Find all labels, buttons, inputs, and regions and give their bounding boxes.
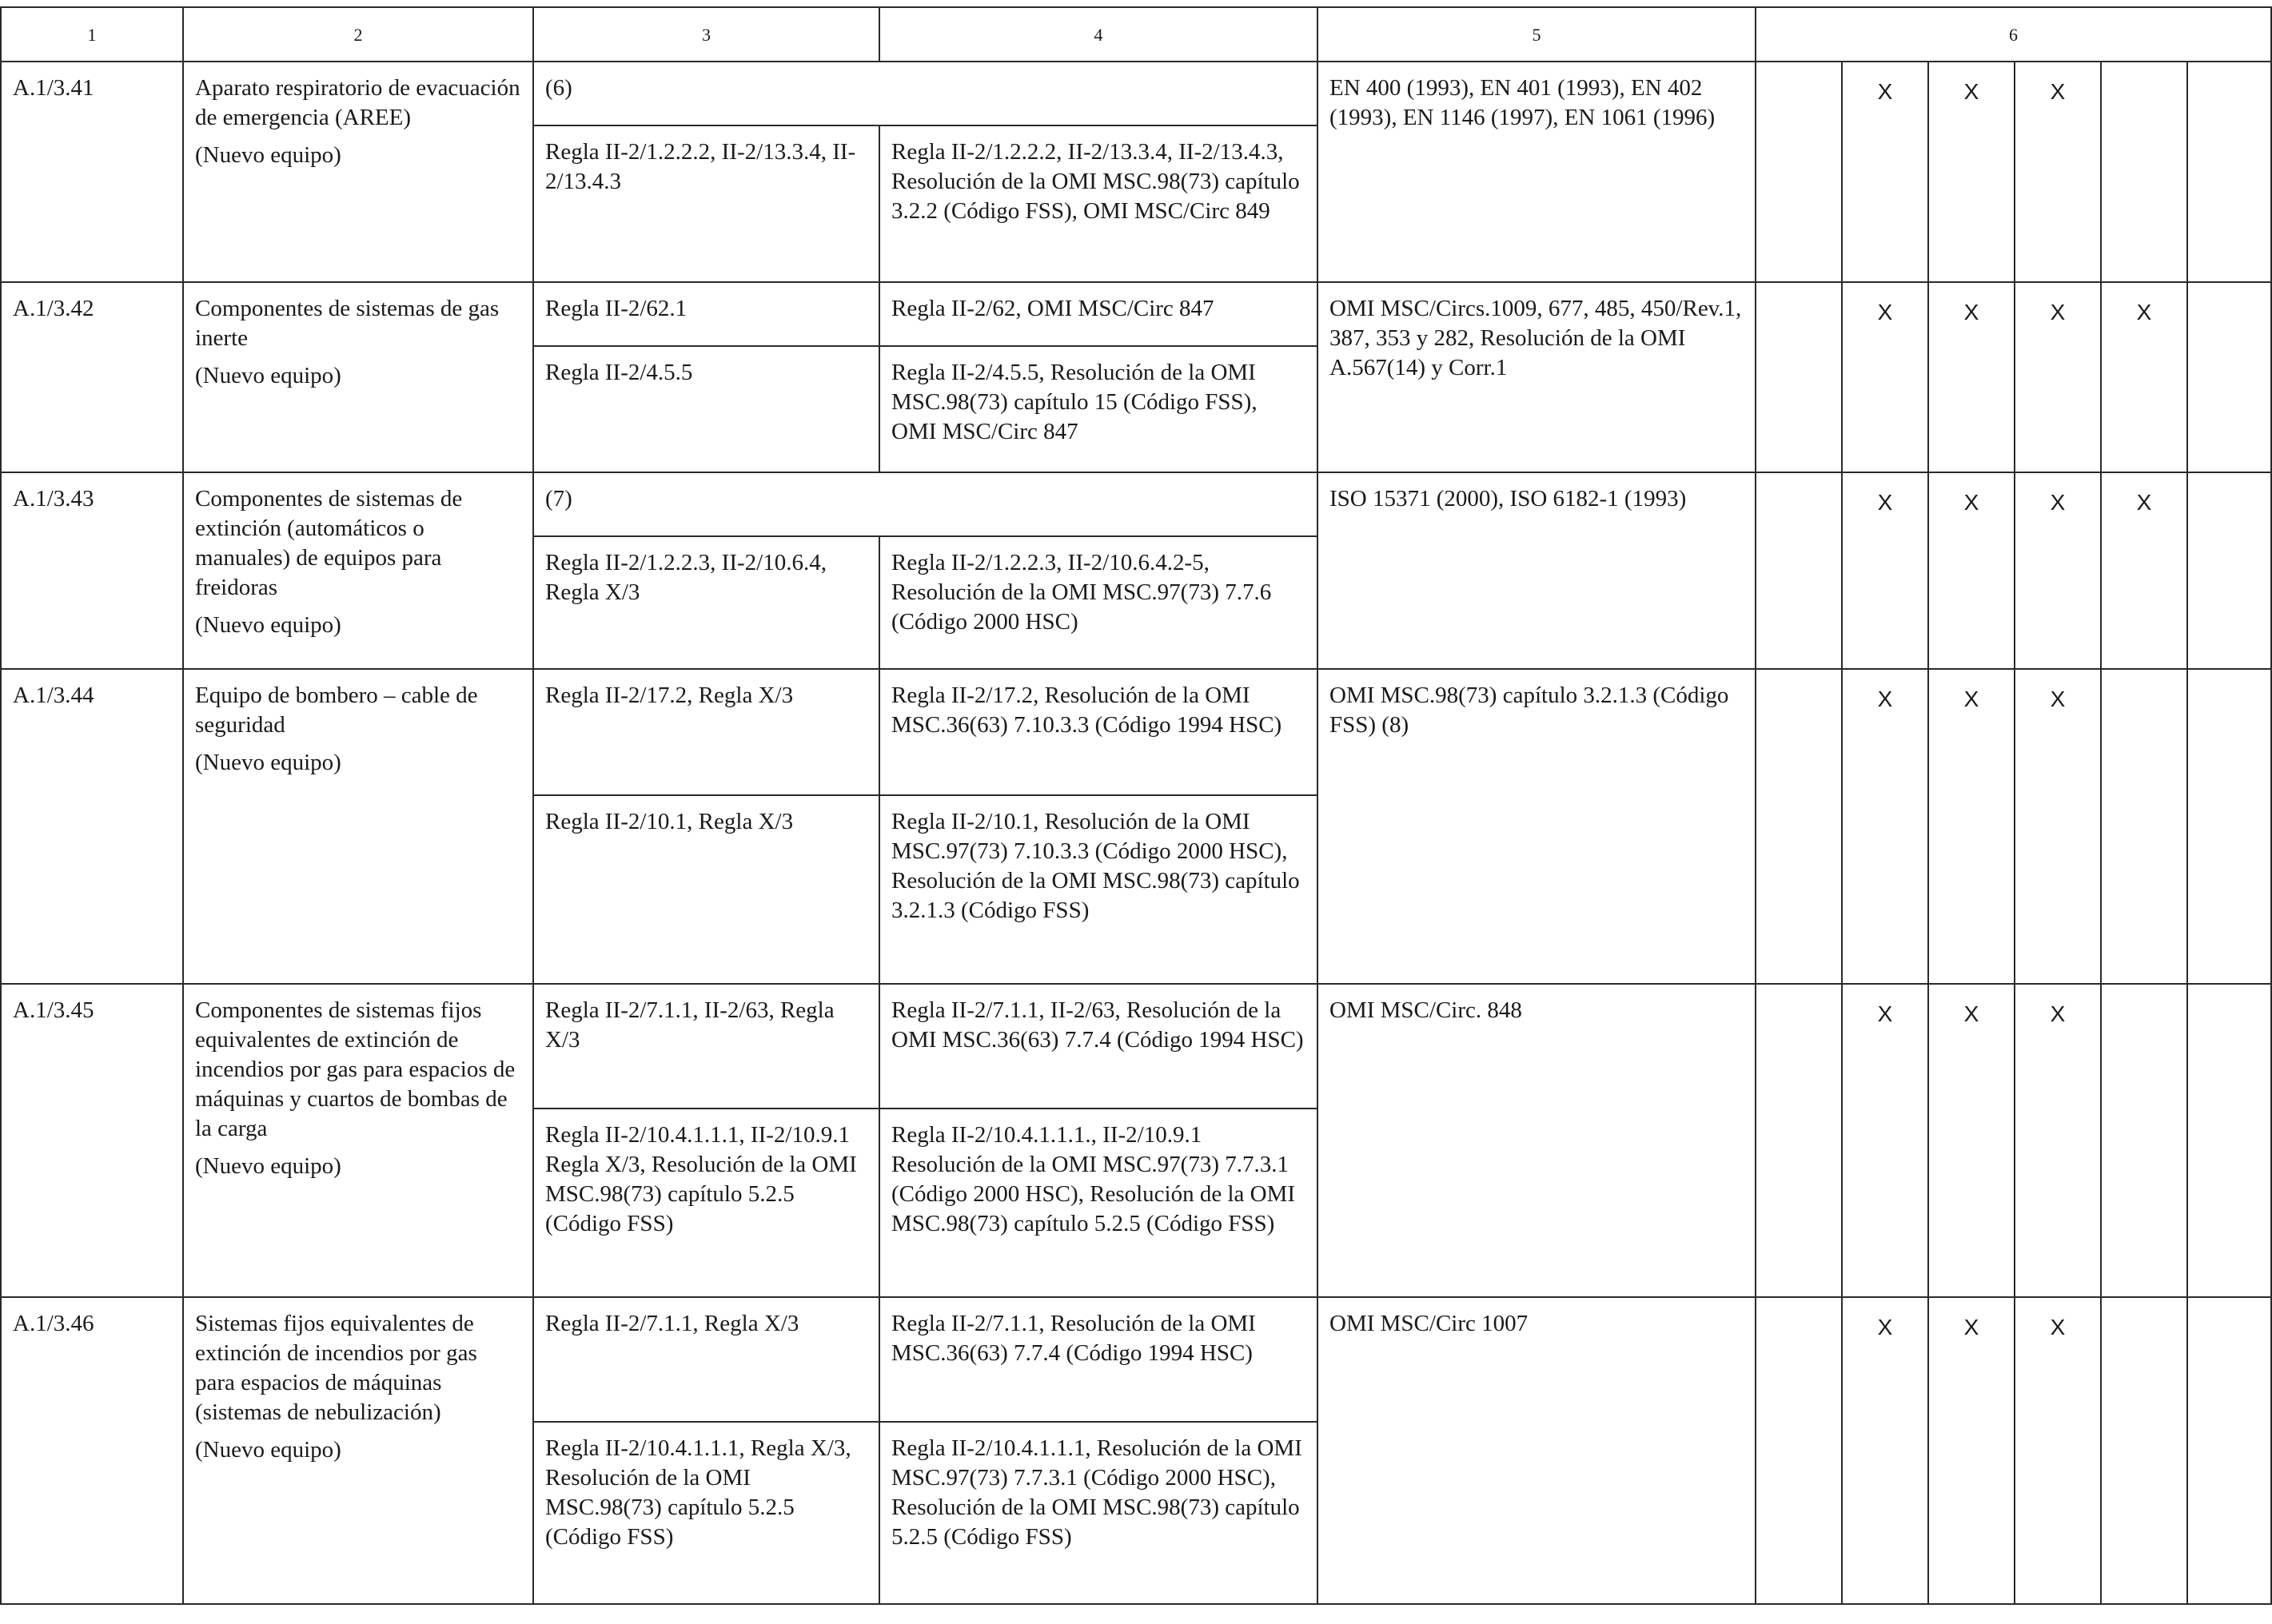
header-row: [1, 7, 2271, 62]
mark-cell: X: [1928, 62, 2015, 282]
standards-cell: ISO 15371 (2000), ISO 6182-1 (1993): [1317, 472, 1756, 669]
mark-cell: [2187, 62, 2271, 282]
standards-cell: EN 400 (1993), EN 401 (1993), EN 402 (1993), EN 1146 (1997), EN 1061 (1996): [1317, 62, 1756, 282]
mark-cell: [1756, 984, 1842, 1297]
mark-cell: [2187, 984, 2271, 1297]
mark-cell: X: [1928, 472, 2015, 669]
footnote-ref: (6): [545, 75, 572, 101]
regulation-cell: Regla II-2/62.1: [533, 282, 879, 346]
item-description: [183, 62, 533, 282]
note-reference: [533, 62, 1317, 125]
mark-cell: X: [1842, 984, 1928, 1297]
mark-cell: X: [1928, 669, 2015, 984]
standards-cell: OMI MSC.98(73) capítulo 3.2.1.3 (Código FSS) (8): [1317, 669, 1756, 984]
mark-cell: X: [2015, 62, 2101, 282]
mark-cell: [1756, 282, 1842, 472]
reference-cell: Regla II-2/4.5.5, Resolución de la OMI MSC.98(73) capítulo 15 (Código FSS), OMI MSC/Circ 847: [879, 346, 1317, 472]
mark-cell: X: [2015, 984, 2101, 1297]
reference-cell: Regla II-2/7.1.1, Resolución de la OMI MSC.36(63) 7.7.4 (Código 1994 HSC): [879, 1297, 1317, 1422]
mark-cell: X: [1928, 984, 2015, 1297]
regulation-cell: Regla II-2/1.2.2.3, II-2/10.6.4, Regla X/3: [533, 536, 879, 669]
item-description: [183, 472, 533, 669]
mark-cell: [1756, 472, 1842, 669]
item-description: [183, 669, 533, 984]
mark-cell: X: [1842, 669, 1928, 984]
item-description: [183, 282, 533, 472]
mark-cell: X: [2015, 282, 2101, 472]
regulation-cell: Regla II-2/7.1.1, II-2/63, Regla X/3: [533, 984, 879, 1109]
mark-cell: X: [2015, 1297, 2101, 1604]
column-header-3: 3: [533, 7, 879, 62]
item-id: A.1/3.45: [1, 984, 183, 1297]
equipment-regulation-table: [0, 6, 2272, 1605]
description-text: Componentes de sistemas de gas inerte: [195, 296, 500, 351]
status-text: (Nuevo equipo): [195, 363, 341, 388]
mark-cell: [2101, 1297, 2187, 1604]
description-text: Equipo de bombero – cable de seguridad: [195, 683, 478, 738]
regulation-cell: Regla II-2/10.1, Regla X/3: [533, 795, 879, 984]
item-id: A.1/3.43: [1, 472, 183, 669]
reference-cell: Regla II-2/10.4.1.1.1., II-2/10.9.1 Resolución de la OMI MSC.97(73) 7.7.3.1 (Código 2000 HSC), Resolución de la OMI MSC.98(73) capítulo 5.2.5 (Código FSS): [879, 1109, 1317, 1297]
status-text: (Nuevo equipo): [195, 142, 341, 168]
reference-cell: Regla II-2/7.1.1, II-2/63, Resolución de la OMI MSC.36(63) 7.7.4 (Código 1994 HSC): [879, 984, 1317, 1109]
mark-cell: [2101, 669, 2187, 984]
status-text: (Nuevo equipo): [195, 750, 341, 775]
mark-cell: [1756, 1297, 1842, 1604]
status-text: (Nuevo equipo): [195, 612, 341, 638]
reference-cell: Regla II-2/10.4.1.1.1, Resolución de la OMI MSC.97(73) 7.7.3.1 (Código 2000 HSC), Resolución de la OMI MSC.98(73) capítulo 5.2.5 (Código FSS): [879, 1422, 1317, 1604]
description-text: Componentes de sistemas fijos equivalentes de extinción de incendios por gas para espacios de máquinas y cuartos de bombas de la carga: [195, 997, 516, 1141]
description-text: Sistemas fijos equivalentes de extinción de incendios por gas para espacios de máquinas (sistemas de nebulización): [195, 1311, 477, 1425]
mark-cell: X: [2101, 472, 2187, 669]
description-text: Componentes de sistemas de extinción (automáticos o manuales) de equipos para freidoras: [195, 486, 463, 600]
mark-cell: [2187, 669, 2271, 984]
table-row: [1, 669, 2271, 795]
table-row: [1, 62, 2271, 125]
item-id: A.1/3.42: [1, 282, 183, 472]
reference-cell: Regla II-2/1.2.2.3, II-2/10.6.4.2-5, Resolución de la OMI MSC.97(73) 7.7.6 (Código 2000 HSC): [879, 536, 1317, 669]
reference-cell: Regla II-2/1.2.2.2, II-2/13.3.4, II-2/13.4.3, Resolución de la OMI MSC.98(73) capítulo 3.2.2 (Código FSS), OMI MSC/Circ 849: [879, 125, 1317, 282]
item-description: [183, 1297, 533, 1604]
item-id: A.1/3.41: [1, 62, 183, 282]
mark-cell: [2101, 62, 2187, 282]
description-text: Aparato respiratorio de evacuación de emergencia (AREE): [195, 75, 520, 130]
table-row: [1, 472, 2271, 536]
note-reference: [533, 472, 1317, 536]
reference-cell: Regla II-2/17.2, Resolución de la OMI MSC.36(63) 7.10.3.3 (Código 1994 HSC): [879, 669, 1317, 795]
column-header-6: 6: [1756, 7, 2271, 62]
mark-cell: X: [1842, 282, 1928, 472]
mark-cell: [1756, 62, 1842, 282]
regulation-cell: Regla II-2/17.2, Regla X/3: [533, 669, 879, 795]
mark-cell: X: [1928, 282, 2015, 472]
table-row: [1, 1297, 2271, 1422]
table-row: [1, 984, 2271, 1109]
mark-cell: X: [2101, 282, 2187, 472]
regulation-cell: Regla II-2/4.5.5: [533, 346, 879, 472]
mark-cell: X: [1842, 62, 1928, 282]
regulation-cell: Regla II-2/7.1.1, Regla X/3: [533, 1297, 879, 1422]
item-id: A.1/3.44: [1, 669, 183, 984]
mark-cell: [2101, 984, 2187, 1297]
column-header-5: 5: [1317, 7, 1756, 62]
mark-cell: X: [1928, 1297, 2015, 1604]
footnote-ref: (7): [545, 486, 572, 511]
reference-cell: Regla II-2/62, OMI MSC/Circ 847: [879, 282, 1317, 346]
mark-cell: [2187, 282, 2271, 472]
mark-cell: X: [1842, 1297, 1928, 1604]
column-header-4: 4: [879, 7, 1317, 62]
column-header-1: 1: [1, 7, 183, 62]
standards-cell: OMI MSC/Circ. 848: [1317, 984, 1756, 1297]
mark-cell: [2187, 472, 2271, 669]
regulation-cell: Regla II-2/1.2.2.2, II-2/13.3.4, II-2/13.4.3: [533, 125, 879, 282]
mark-cell: [1756, 669, 1842, 984]
status-text: (Nuevo equipo): [195, 1437, 341, 1463]
reference-cell: Regla II-2/10.1, Resolución de la OMI MSC.97(73) 7.10.3.3 (Código 2000 HSC), Resolución de la OMI MSC.98(73) capítulo 3.2.1.3 (Código FSS): [879, 795, 1317, 984]
item-description: [183, 984, 533, 1297]
item-id: A.1/3.46: [1, 1297, 183, 1604]
mark-cell: X: [2015, 472, 2101, 669]
mark-cell: [2187, 1297, 2271, 1604]
status-text: (Nuevo equipo): [195, 1153, 341, 1179]
mark-cell: X: [2015, 669, 2101, 984]
regulation-cell: Regla II-2/10.4.1.1.1, II-2/10.9.1 Regla X/3, Resolución de la OMI MSC.98(73) capítulo 5.2.5 (Código FSS): [533, 1109, 879, 1297]
table-row: [1, 282, 2271, 346]
mark-cell: X: [1842, 472, 1928, 669]
regulation-cell: Regla II-2/10.4.1.1.1, Regla X/3, Resolución de la OMI MSC.98(73) capítulo 5.2.5 (Código FSS): [533, 1422, 879, 1604]
standards-cell: OMI MSC/Circ 1007: [1317, 1297, 1756, 1604]
standards-cell: OMI MSC/Circs.1009, 677, 485, 450/Rev.1, 387, 353 y 282, Resolución de la OMI A.567(14) y Corr.1: [1317, 282, 1756, 472]
column-header-2: 2: [183, 7, 533, 62]
